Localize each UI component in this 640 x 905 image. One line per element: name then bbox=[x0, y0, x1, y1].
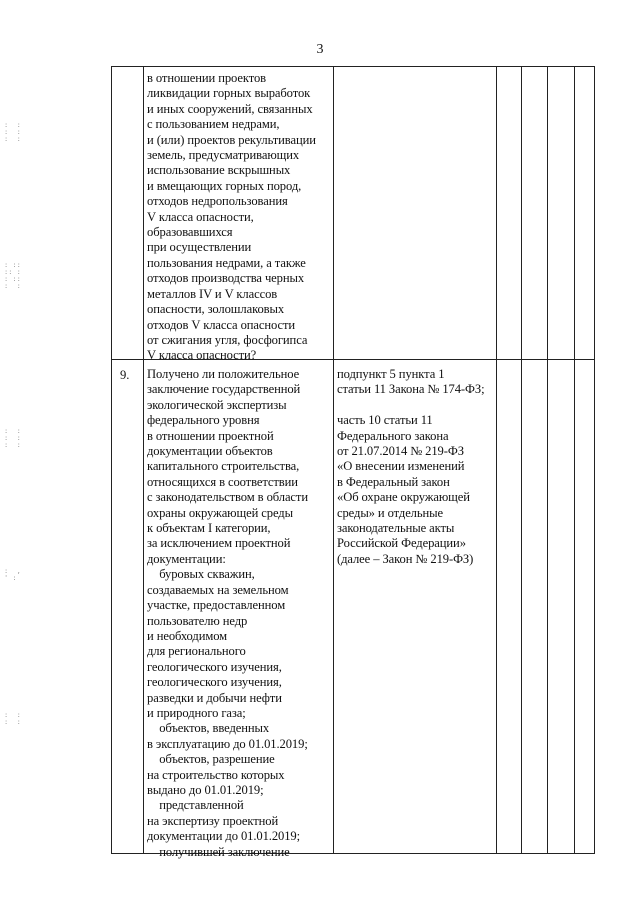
question-line: заключение государственной bbox=[147, 382, 301, 397]
question-line: относящихся в соответствии bbox=[147, 474, 298, 489]
page-number: 3 bbox=[316, 42, 324, 57]
column-divider bbox=[333, 67, 334, 853]
question-line: и иных сооружений, связанных bbox=[147, 101, 313, 116]
reference-line: Федерального закона bbox=[337, 428, 449, 443]
question-line: отходов производства черных bbox=[147, 271, 305, 286]
question-line: охраны окружающей среды bbox=[147, 505, 293, 520]
reference-line: статьи 11 Закона № 174-ФЗ; bbox=[337, 382, 485, 397]
question-line: образовавшихся bbox=[147, 225, 233, 240]
reference-line: Российской Федерации» bbox=[337, 536, 466, 551]
column-divider bbox=[143, 67, 144, 853]
question-line: и вмещающих горных пород, bbox=[147, 178, 302, 193]
binding-hole-marks: : :: :: : : :: : : bbox=[4, 261, 21, 290]
row-number: 9. bbox=[120, 368, 130, 382]
reference-line: законодательные акты bbox=[337, 521, 455, 536]
question-cell bbox=[147, 71, 316, 364]
question-line: отходов V класса опасности bbox=[147, 317, 296, 332]
question-line: выдано до 01.01.2019; bbox=[147, 782, 264, 797]
question-line: ликвидации горных выработок bbox=[147, 86, 311, 101]
reference-line: часть 10 статьи 11 bbox=[337, 413, 433, 428]
question-line: пользователю недр bbox=[147, 613, 248, 628]
question-line: в отношении проектной bbox=[147, 428, 274, 443]
reference-line: от 21.07.2014 № 219-ФЗ bbox=[337, 444, 464, 459]
question-line: использование вскрышных bbox=[147, 163, 291, 178]
column-divider bbox=[574, 67, 575, 853]
question-line: с пользованием недрами, bbox=[147, 117, 280, 132]
binding-hole-marks: : , ' : bbox=[4, 567, 21, 582]
question-line: на строительство которых bbox=[147, 767, 285, 782]
reference-cell bbox=[337, 367, 484, 567]
column-divider bbox=[547, 67, 548, 853]
question-line: V класса опасности? bbox=[147, 348, 257, 363]
question-line: в эксплуатацию до 01.01.2019; bbox=[147, 736, 308, 751]
question-line: капитального строительства, bbox=[147, 459, 300, 474]
binding-hole-marks: : : : : : : bbox=[4, 427, 21, 449]
question-line: для регионального bbox=[147, 644, 246, 659]
reference-line: в Федеральный закон bbox=[337, 474, 450, 489]
question-line: и (или) проектов рекультивации bbox=[147, 132, 316, 147]
question-line: в отношении проектов bbox=[147, 71, 267, 85]
column-divider bbox=[521, 67, 522, 853]
question-line: за исключением проектной bbox=[147, 536, 291, 551]
question-line: создаваемых на земельном bbox=[147, 582, 289, 597]
question-line: получившей заключение bbox=[147, 844, 290, 859]
reference-line: среды» и отдельные bbox=[337, 505, 443, 520]
question-line: геологического изучения, bbox=[147, 675, 282, 690]
question-line: на экспертизу проектной bbox=[147, 813, 279, 828]
question-line: опасности, золошлаковых bbox=[147, 302, 285, 317]
reference-line: подпункт 5 пункта 1 bbox=[337, 367, 445, 381]
question-line: документации объектов bbox=[147, 444, 273, 459]
question-line: документации до 01.01.2019; bbox=[147, 829, 301, 844]
question-line: от сжигания угля, фосфогипса bbox=[147, 332, 308, 347]
question-line: документации: bbox=[147, 551, 226, 566]
question-line: экологической экспертизы bbox=[147, 397, 287, 412]
question-line: земель, предусматривающих bbox=[147, 148, 300, 163]
question-line: объектов, разрешение bbox=[147, 752, 275, 767]
question-cell bbox=[147, 367, 308, 860]
question-line: при осуществлении bbox=[147, 240, 252, 255]
question-line: металлов IV и V классов bbox=[147, 286, 278, 301]
question-line: объектов, введенных bbox=[147, 721, 270, 736]
column-divider bbox=[496, 67, 497, 853]
binding-hole-marks: : : : : bbox=[4, 711, 21, 726]
question-line: и необходимом bbox=[147, 628, 228, 643]
question-line: Получено ли положительное bbox=[147, 367, 300, 381]
question-line: федерального уровня bbox=[147, 413, 260, 428]
checklist-table bbox=[111, 66, 595, 859]
binding-hole-marks: : : : : : : bbox=[4, 121, 21, 143]
reference-line: «О внесении изменений bbox=[337, 459, 465, 474]
question-line: геологического изучения, bbox=[147, 659, 282, 674]
question-line: к объектам I категории, bbox=[147, 521, 271, 536]
question-line: отходов недропользования bbox=[147, 194, 288, 209]
reference-line: (далее – Закон № 219-ФЗ) bbox=[337, 551, 474, 566]
question-line: участке, предоставленном bbox=[147, 598, 286, 613]
question-line: с законодательством в области bbox=[147, 490, 308, 505]
question-line: разведки и добычи нефти bbox=[147, 690, 282, 705]
question-line: представленной bbox=[147, 798, 244, 813]
reference-line: «Об охране окружающей bbox=[337, 490, 470, 505]
question-line: пользования недрами, а также bbox=[147, 255, 306, 270]
question-line: V класса опасности, bbox=[147, 209, 254, 224]
question-line: буровых скважин, bbox=[147, 567, 255, 582]
question-line: и природного газа; bbox=[147, 705, 246, 720]
